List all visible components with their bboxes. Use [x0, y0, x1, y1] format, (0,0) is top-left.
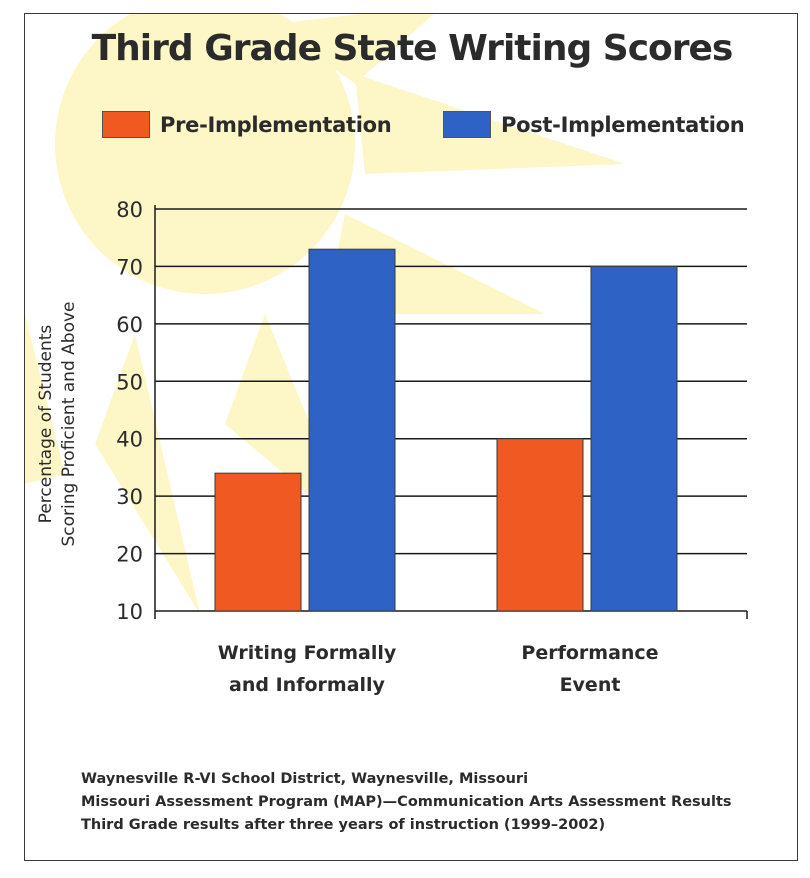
x-category-1-line-1: Writing Formally: [217, 642, 397, 664]
y-tick-label-10: 10: [116, 600, 143, 624]
x-category-2: [460, 637, 720, 701]
bar-post-2: [591, 266, 677, 611]
bar-pre-1: [215, 473, 301, 611]
note-line-1: Waynesville R-VI School District, Waynesville, Missouri: [81, 771, 529, 787]
note-line-3: Third Grade results after three years of instruction (1999–2002): [81, 817, 606, 833]
x-category-1-line-2: and Informally: [229, 674, 385, 696]
bar-chart: [25, 14, 798, 861]
legend-label-post: Post-Implementation: [501, 112, 745, 137]
y-tick-label-70: 70: [116, 255, 143, 280]
y-tick-label-20: 20: [116, 542, 143, 567]
x-category-1: [177, 637, 437, 701]
legend-label-pre: Pre-Implementation: [160, 112, 392, 137]
bar-pre-2: [497, 439, 583, 611]
y-tick-label-40: 40: [116, 427, 143, 452]
y-axis-label-line-2: Scoring Proficient and Above: [59, 301, 79, 547]
y-tick-label-80: 80: [116, 198, 143, 222]
chart-title: Third Grade State Writing Scores: [91, 28, 733, 69]
source-notes: [81, 768, 732, 837]
chart-frame: [24, 13, 798, 861]
bar-post-1: [309, 249, 395, 611]
y-axis-label-line-1: Percentage of Students: [36, 324, 56, 524]
x-category-2-line-2: Event: [559, 674, 621, 696]
y-tick-label-30: 30: [116, 485, 143, 510]
y-tick-label-50: 50: [116, 370, 143, 395]
note-line-2: Missouri Assessment Program (MAP)—Communication Arts Assessment Results: [81, 794, 732, 810]
y-tick-label-60: 60: [116, 312, 143, 337]
x-category-2-line-1: Performance: [521, 642, 659, 664]
